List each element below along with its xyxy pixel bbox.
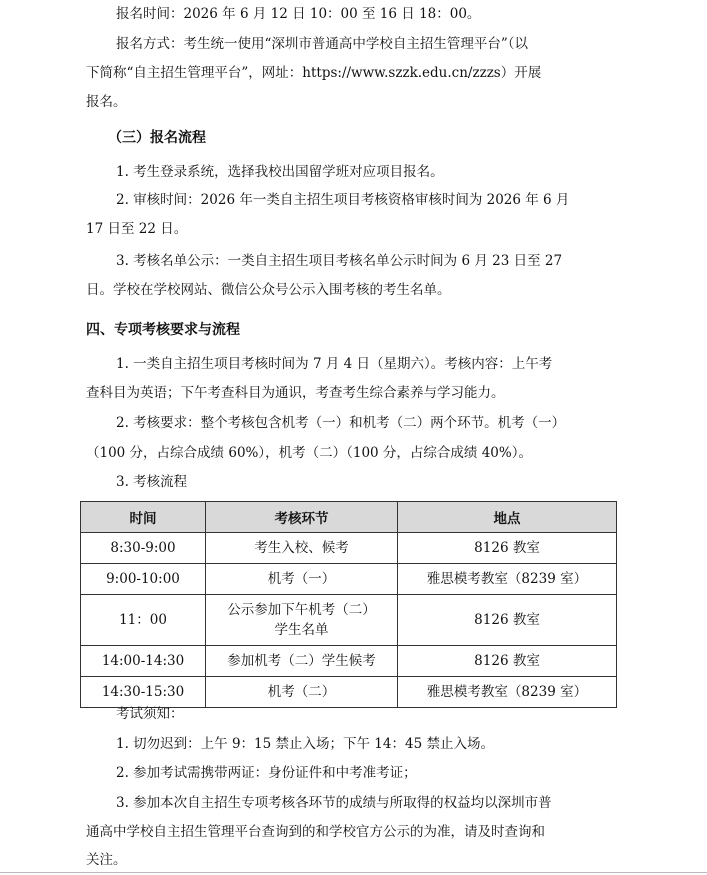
registration-method-line2: 下简称“自主招生管理平台”，网址：https://www.szzk.edu.cn/zzzs）开展 (86, 65, 542, 81)
assessment-item-2-line1: 2. 考核要求：整个考核包含机考（一）和机考（二）两个环节。机考（一） (116, 415, 566, 431)
column-header-place: 地点 (398, 502, 617, 533)
table-row (81, 533, 617, 564)
table-row (81, 677, 617, 708)
cell-step (206, 595, 398, 646)
cell-place: 雅思模考教室（8239 室） (398, 677, 617, 708)
column-header-time: 时间 (81, 502, 206, 533)
process-step-3-line1: 3. 考核名单公示：一类自主招生项目考核名单公示时间为 6 月 23 日至 27 (116, 253, 563, 269)
cell-time: 8:30-9:00 (81, 533, 206, 564)
cell-time: 14:30-15:30 (81, 677, 206, 708)
cell-time: 11：00 (81, 595, 206, 646)
section-heading-assessment: 四、专项考核要求与流程 (86, 322, 240, 338)
cell-place: 8126 教室 (398, 533, 617, 564)
section-heading-registration-process: （三）报名流程 (108, 130, 206, 146)
assessment-schedule-table (80, 501, 617, 708)
column-header-step: 考核环节 (206, 502, 398, 533)
exam-note-3-line1: 3. 参加本次自主招生专项考核各环节的成绩与所取得的权益均以深圳市普 (116, 795, 552, 811)
assessment-item-2-line2: （100 分，占综合成绩 60%），机考（二）（100 分，占综合成绩 40%）。 (86, 445, 532, 461)
cell-time: 9:00-10:00 (81, 564, 206, 595)
cell-step-line2: 学生名单 (274, 622, 329, 638)
exam-note-1: 1. 切勿迟到：上午 9：15 禁止入场；下午 14：45 禁止入场。 (116, 736, 494, 752)
cell-place: 8126 教室 (398, 646, 617, 677)
exam-note-3-line2: 通高中学校自主招生管理平台查询到的和学校官方公示的为准，请及时查询和 (86, 824, 545, 840)
table-row (81, 646, 617, 677)
assessment-item-1-line1: 1. 一类自主招生项目考核时间为 7 月 4 日（星期六）。考核内容：上午考 (116, 356, 553, 372)
page-bottom-divider (0, 872, 707, 873)
assessment-item-1-line2: 查科目为英语；下午考查科目为通识，考查考生综合素养与学习能力。 (86, 385, 505, 401)
cell-step: 机考（二） (206, 677, 398, 708)
cell-step: 参加机考（二）学生候考 (206, 646, 398, 677)
cell-place: 雅思模考教室（8239 室） (398, 564, 617, 595)
cell-step: 机考（一） (206, 564, 398, 595)
cell-step: 考生入校、候考 (206, 533, 398, 564)
table-row (81, 595, 617, 646)
process-step-2-line2: 17 日至 22 日。 (86, 221, 188, 237)
process-step-1: 1. 考生登录系统，选择我校出国留学班对应项目报名。 (116, 164, 444, 180)
exam-notes-title: 考试须知： (116, 706, 184, 722)
cell-place: 8126 教室 (398, 595, 617, 646)
exam-note-2: 2. 参加考试需携带两证：身份证件和中考准考证； (116, 765, 417, 781)
table-row (81, 564, 617, 595)
cell-time: 14:00-14:30 (81, 646, 206, 677)
process-step-2-line1: 2. 审核时间：2026 年一类自主招生项目考核资格审核时间为 2026 年 6 月 (116, 192, 570, 208)
table-header-row (81, 502, 617, 533)
registration-time: 报名时间：2026 年 6 月 12 日 10：00 至 16 日 18：00。 (116, 6, 481, 22)
assessment-item-3: 3. 考核流程 (116, 474, 188, 490)
cell-step-line1: 公示参加下午机考（二） (227, 602, 376, 618)
registration-method-line1: 报名方式：考生统一使用“深圳市普通高中学校自主招生管理平台”（以 (116, 36, 529, 52)
exam-note-3-line3: 关注。 (86, 852, 127, 868)
process-step-3-line2: 日。学校在学校网站、微信公众号公示入围考核的考生名单。 (86, 282, 451, 298)
registration-method-line3: 报名。 (86, 94, 127, 110)
